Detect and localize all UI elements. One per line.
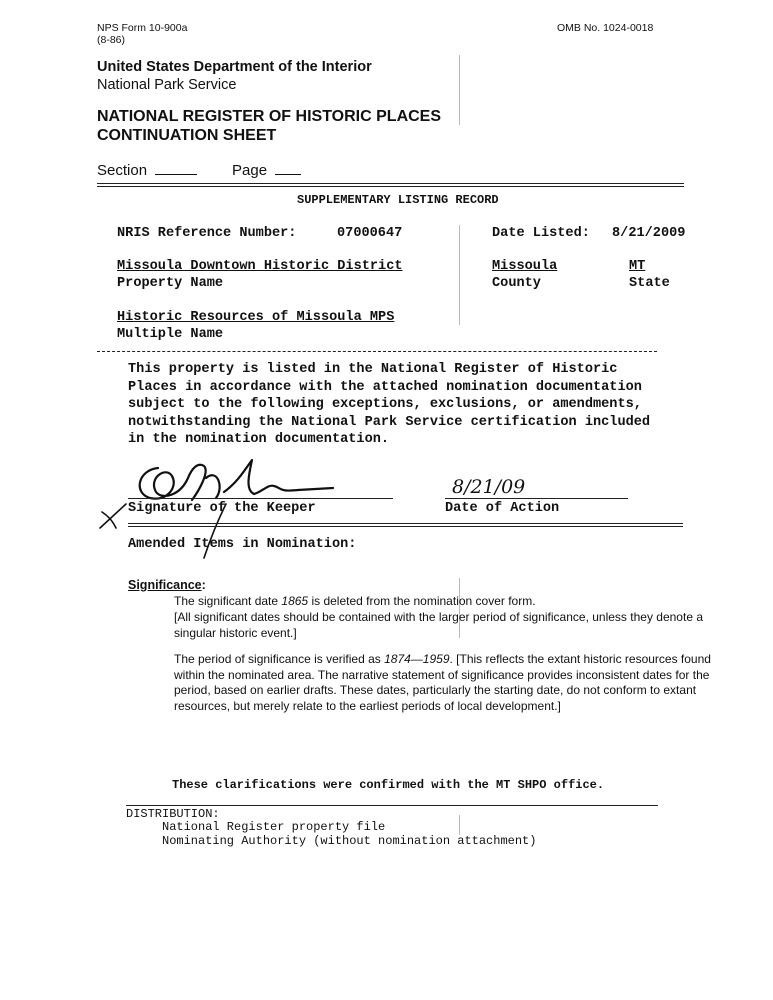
multiple-name-value: Historic Resources of Missoula MPS (117, 310, 395, 325)
nris-value: 07000647 (337, 226, 403, 241)
scan-artifact-line (459, 815, 460, 835)
period-of-significance: 1874—1959 (384, 652, 450, 666)
state-label: State (629, 276, 670, 291)
state-value: MT (629, 259, 646, 274)
date-line (445, 498, 628, 499)
para3-text-end: . [This reflects the extant historic resources found within the nominated area. The narrative statement of significance provides inconsistent dates for the period, based on earlier drafts. These dates, particularly the starting date, do not conform to extant resources, but merely relate to the earliest periods of local development.] (174, 652, 711, 713)
certification-text (128, 361, 650, 449)
certification-line: Places in accordance with the attached nomination documentation (128, 379, 642, 395)
page-field (232, 160, 301, 179)
date-listed-value: 8/21/2009 (612, 226, 686, 241)
agency-name: National Park Service (97, 77, 237, 93)
significance-heading (128, 578, 206, 592)
double-rule-2 (128, 523, 683, 527)
record-heading: SUPPLEMENTARY LISTING RECORD (297, 193, 499, 207)
deleted-date: 1865 (281, 594, 309, 608)
certification-line: subject to the following exceptions, exclusions, or amendments, (128, 397, 642, 413)
distribution-rule (126, 805, 658, 806)
department-name: United States Department of the Interior (97, 59, 372, 75)
distribution-label: DISTRIBUTION: (126, 807, 220, 821)
significance-para-1 (174, 594, 724, 610)
significance-para-2: [All significant dates should be contained with the larger period of significance, unless they denote a singular historic event.] (174, 610, 703, 640)
certification-line: in the nomination documentation. (128, 432, 390, 448)
scan-artifact-line (459, 225, 460, 325)
property-name-value: Missoula Downtown Historic District (117, 259, 403, 274)
para1-text-end: is deleted from the nomination cover form. (308, 594, 536, 608)
distribution-item: National Register property file (162, 820, 386, 834)
dashed-rule (97, 351, 657, 352)
section-blank (155, 160, 197, 175)
county-value: Missoula (492, 259, 558, 274)
para1-text: The significant date (174, 594, 282, 608)
form-date: (8-86) (97, 34, 126, 46)
handwritten-date: 8/21/09 (452, 476, 526, 498)
form-title-line1: NATIONAL REGISTER OF HISTORIC PLACES (97, 108, 442, 125)
omb-number: OMB No. 1024-0018 (557, 22, 654, 34)
clarification-note: These clarifications were confirmed with the MT SHPO office. (172, 778, 605, 792)
date-listed-label: Date Listed: (492, 226, 590, 241)
form-number: NPS Form 10-900a (97, 22, 188, 34)
signature-label: Signature of the Keeper (128, 501, 316, 516)
certification-line: notwithstanding the National Park Service certification included (128, 414, 651, 430)
section-label: Section (97, 162, 148, 179)
property-name-label: Property Name (117, 276, 224, 291)
date-of-action-label: Date of Action (445, 501, 560, 516)
nris-label: NRIS Reference Number: (117, 226, 297, 241)
signature-line (128, 498, 393, 499)
multiple-name-label: Multiple Name (117, 327, 224, 342)
significance-para-3 (174, 652, 722, 714)
significance-heading-text: Significance (128, 578, 202, 592)
double-rule (97, 183, 684, 187)
scan-artifact-line (459, 55, 460, 125)
form-title-line2: CONTINUATION SHEET (97, 127, 277, 144)
amended-items-heading: Amended Items in Nomination: (128, 537, 357, 552)
county-label: County (492, 276, 541, 291)
certification-line: This property is listed in the National Register of Historic (128, 362, 618, 377)
para3-text: The period of significance is verified as (174, 652, 385, 666)
distribution-item: Nominating Authority (without nomination attachment) (162, 834, 537, 848)
page-blank (275, 160, 301, 175)
significance-colon: : (201, 578, 206, 592)
section-field (97, 160, 197, 179)
page-label: Page (232, 162, 268, 179)
